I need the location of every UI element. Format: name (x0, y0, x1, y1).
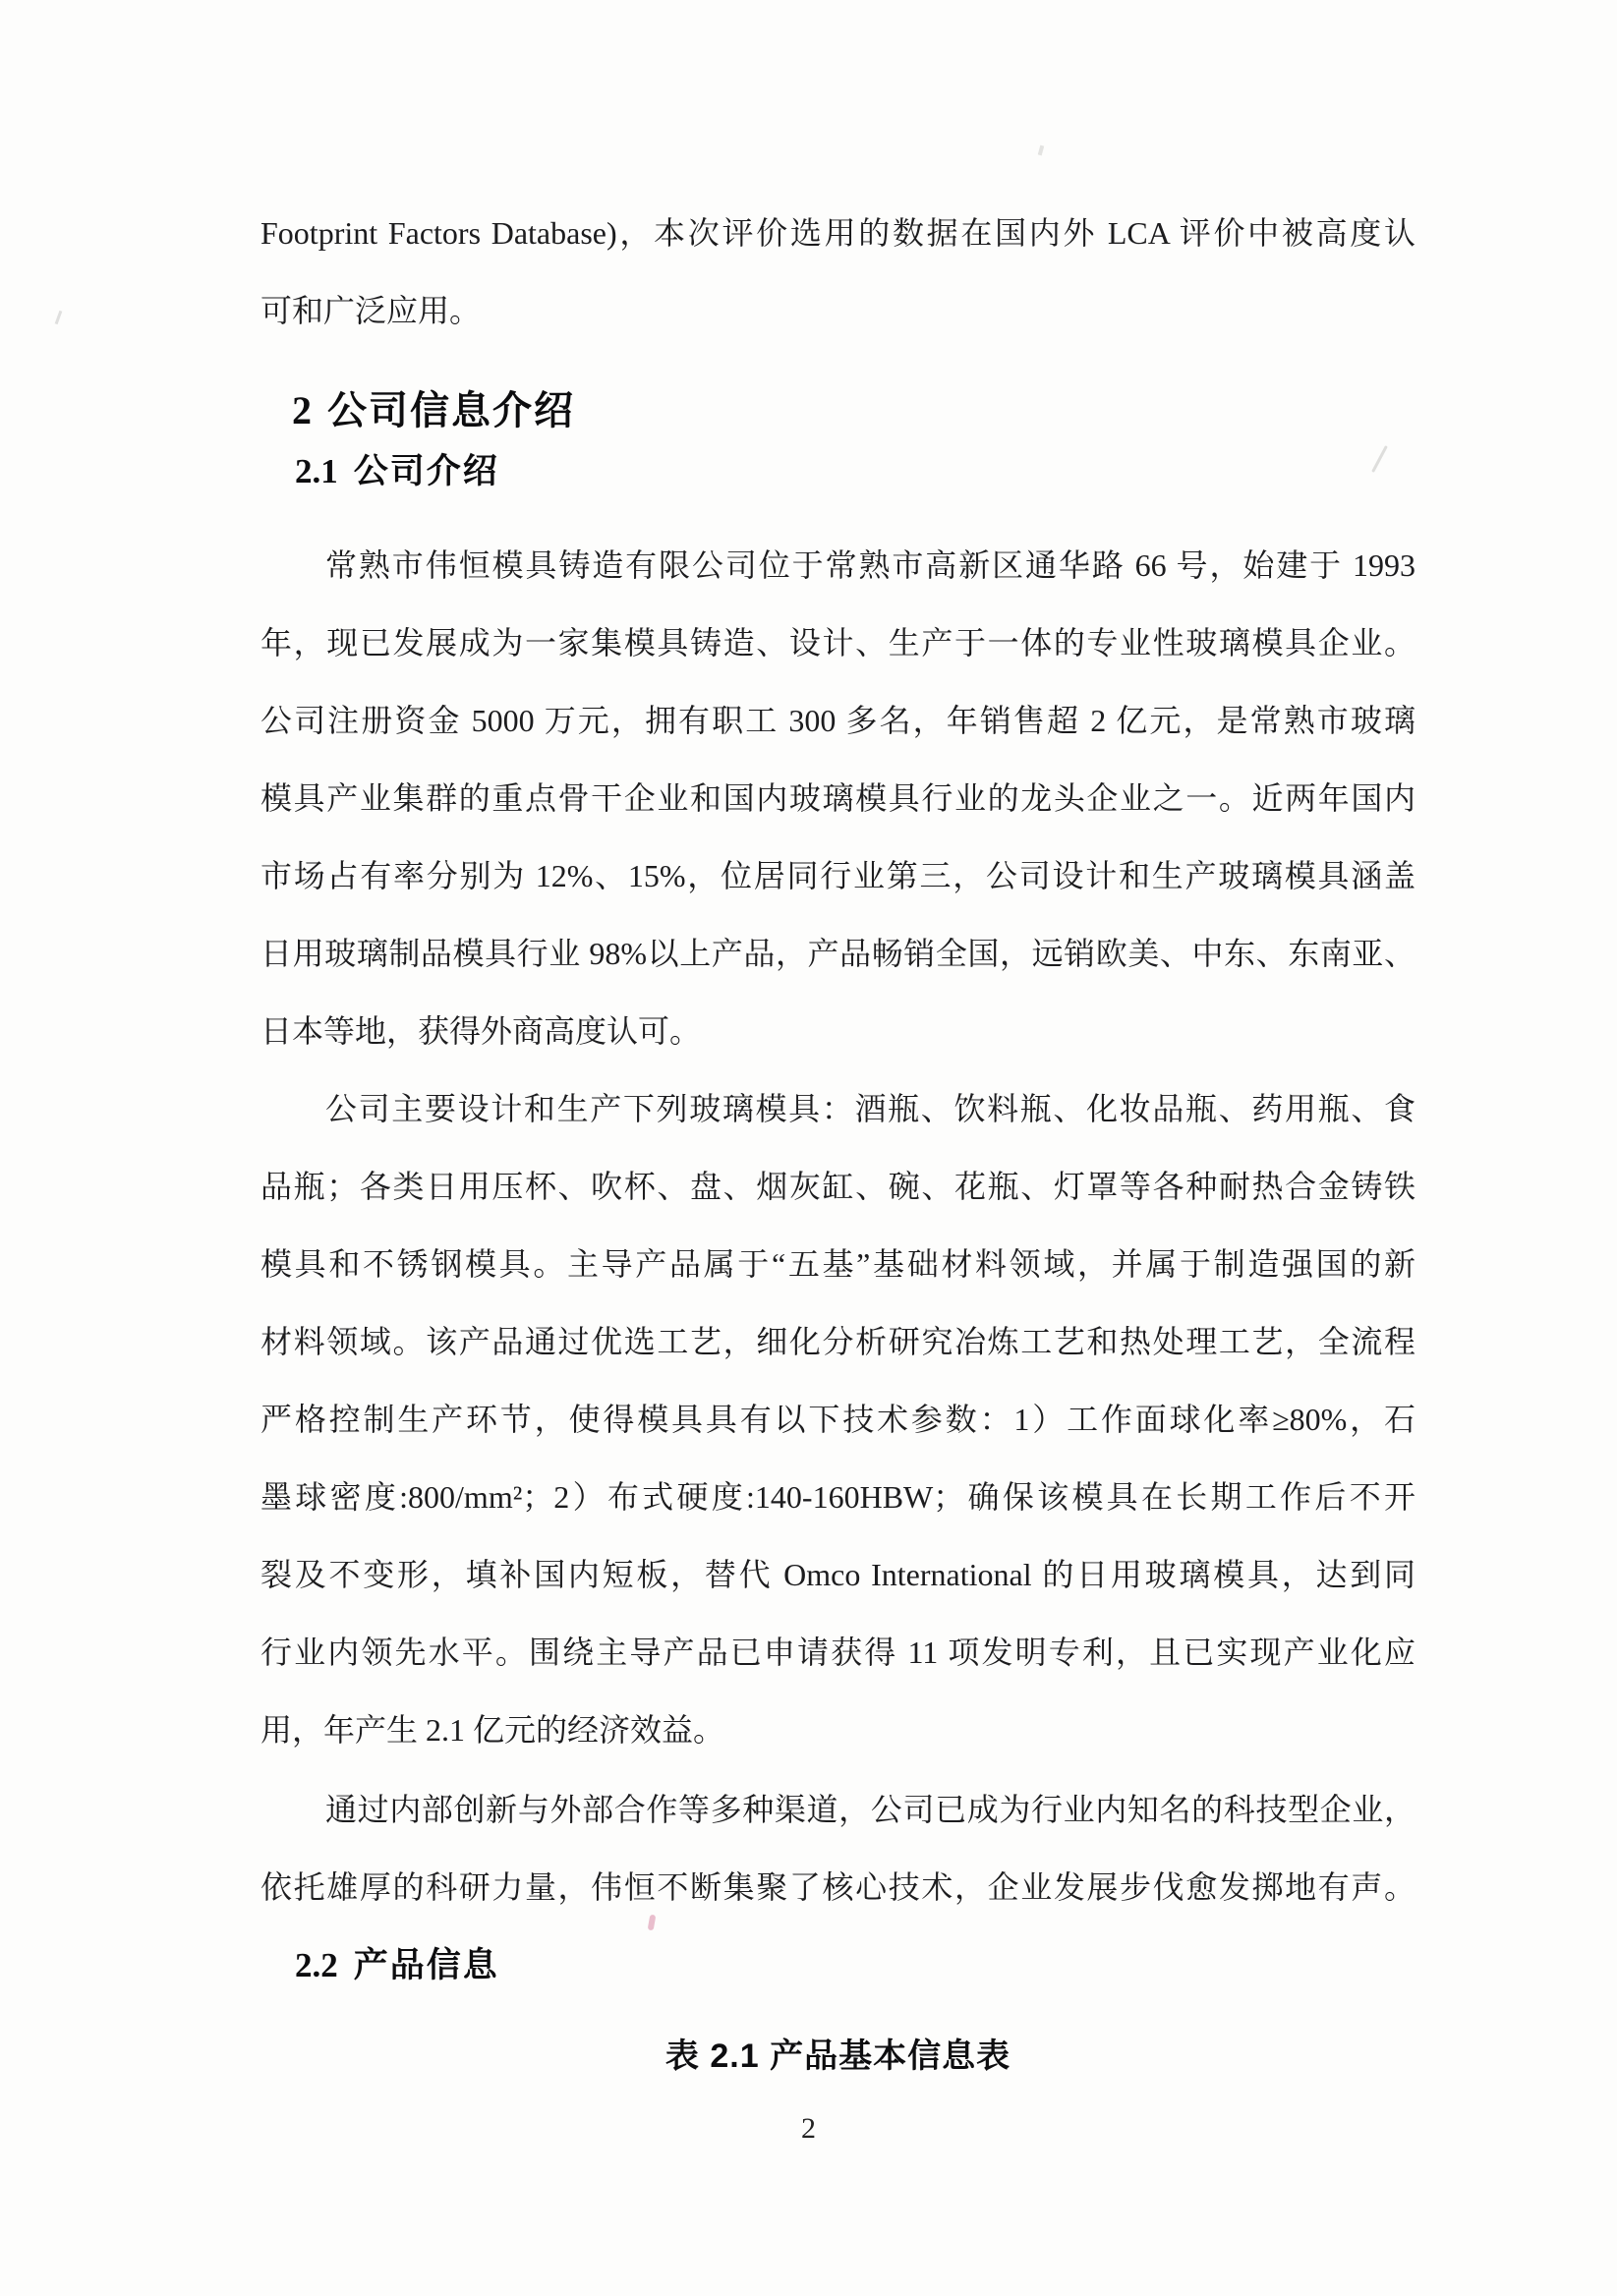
text-line: 公司主要设计和生产下列玻璃模具：酒瓶、饮料瓶、化妆品瓶、药用瓶、食 (325, 1091, 1415, 1126)
text-line: 依托雄厚的科研力量，伟恒不断集聚了核心技术，企业发展步伐愈发掷地有声。 (260, 1869, 1415, 1905)
text-line: 用，年产生 2.1 亿元的经济效益。 (260, 1712, 725, 1748)
text-line: 模具和不锈钢模具。主导产品属于“五基”基础材料领域，并属于制造强国的新 (260, 1246, 1415, 1282)
text-line: 裂及不变形，填补国内短板，替代 Omco International 的日用玻璃模具，达到同 (260, 1557, 1415, 1592)
text-line: 可和广泛应用。 (260, 293, 482, 328)
text-line: 公司注册资金 5000 万元，拥有职工 300 多名，年销售超 2 亿元，是常熟市玻璃 (260, 703, 1415, 738)
document-body (260, 195, 1415, 2086)
text-line: 模具产业集群的重点骨干企业和国内玻璃模具行业的龙头企业之一。近两年国内 (260, 780, 1415, 816)
subsection-heading-2-2 (295, 1936, 1415, 1995)
subsection-heading-2-1 (295, 442, 1415, 501)
page-number: 2 (801, 2112, 816, 2145)
text-line: 通过内部创新与外部合作等多种渠道，公司已成为行业内知名的科技型企业， (325, 1792, 1415, 1827)
scan-artifact (1038, 145, 1044, 156)
innovation-paragraph (260, 1771, 1415, 1926)
text-line: 严格控制生产环节，使得模具具有以下技术参数：1）工作面球化率≥80%，石 (260, 1402, 1415, 1437)
text-line: 常熟市伟恒模具铸造有限公司位于常熟市高新区通华路 66 号，始建于 1993 (325, 547, 1415, 583)
text-line: 市场占有率分别为 12%、15%，位居同行业第三，公司设计和生产玻璃模具涵盖 (260, 858, 1415, 893)
subsection-number: 2.2 (295, 1946, 338, 1984)
text-line: 日本等地，获得外商高度认可。 (260, 1013, 702, 1049)
subsection-number: 2.1 (295, 452, 338, 490)
subsection-title: 产品信息 (353, 1946, 499, 1984)
section-number: 2 (292, 388, 312, 432)
company-paragraph (260, 527, 1415, 1070)
text-line: 行业内领先水平。围绕主导产品已申请获得 11 项发明专利，且已实现产业化应 (260, 1635, 1415, 1670)
table-caption: 表 2.1 产品基本信息表 (664, 2038, 1011, 2075)
text-line: 材料领域。该产品通过优选工艺，细化分析研究冶炼工艺和热处理工艺，全流程 (260, 1324, 1415, 1359)
intro-paragraph (260, 195, 1415, 350)
section-heading (292, 381, 1415, 440)
text-line: 日用玻璃制品模具行业 98%以上产品，产品畅销全国，远销欧美、中东、东南亚、 (260, 936, 1415, 971)
text-line: 墨球密度:800/mm²；2）布式硬度:140-160HBW；确保该模具在长期工作后不开 (260, 1479, 1415, 1515)
text-line: 品瓶；各类日用压杯、吹杯、盘、烟灰缸、碗、花瓶、灯罩等各种耐热合金铸铁 (260, 1169, 1415, 1204)
text-line: Footprint Factors Database)，本次评价选用的数据在国内外 LCA 评价中被高度认 (260, 215, 1415, 251)
scan-artifact (55, 311, 63, 324)
products-paragraph (260, 1070, 1415, 1769)
text-line: 年，现已发展成为一家集模具铸造、设计、生产于一体的专业性玻璃模具企业。 (260, 625, 1415, 660)
subsection-title: 公司介绍 (353, 452, 499, 490)
section-title: 公司信息介绍 (327, 389, 575, 432)
